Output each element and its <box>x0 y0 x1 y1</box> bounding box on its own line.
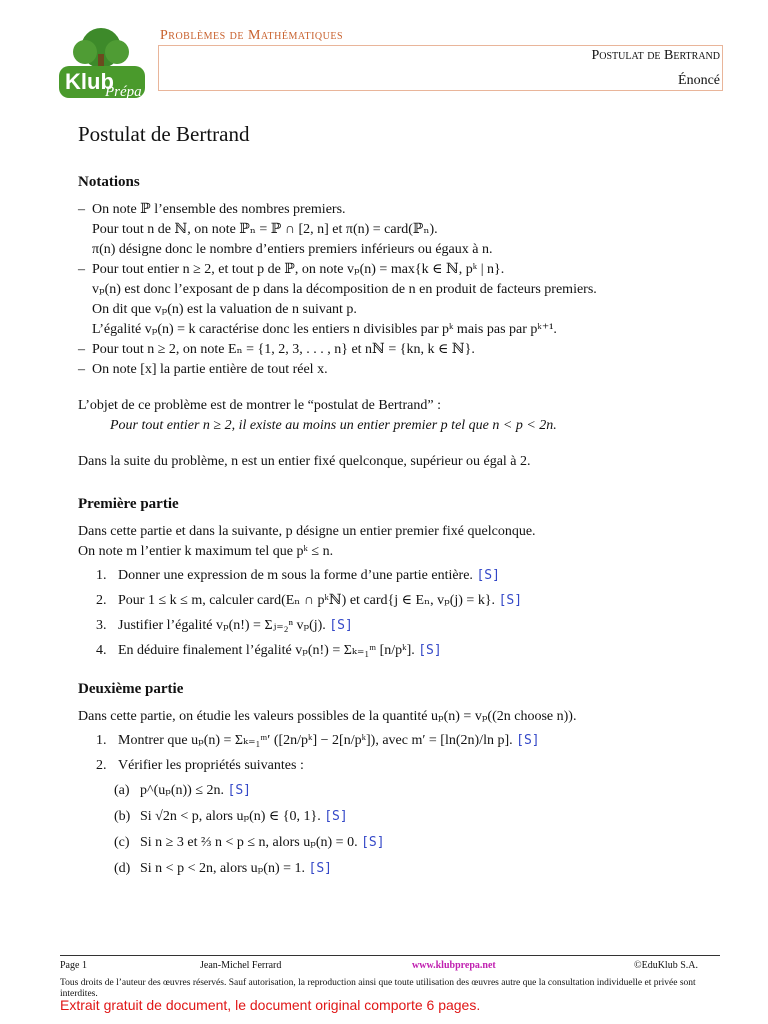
bullet-dash: – <box>78 262 85 277</box>
page-number: Page 1 <box>60 960 87 971</box>
notation-item: – On note ℙ l’ensemble des nombres premiers. Pour tout n de ℕ, on note ℙₙ = ℙ ∩ [2, n] et π(n) = card(ℙₙ). π(n) désigne donc le nombre d’entiers premiers inférieurs ou égaux à n. <box>78 200 728 260</box>
footer-copyright: ©EduKlub S.A. <box>634 960 698 971</box>
solution-link[interactable]: [S] <box>324 809 348 824</box>
question-item: 1. Donner une expression de m sous la forme d’une partie entière. [S] <box>96 568 500 583</box>
solution-link[interactable]: [S] <box>516 733 540 748</box>
part2-intro: Dans cette partie, on étudie les valeurs possibles de la quantité uₚ(n) = vₚ((2n choose n)). <box>78 709 577 724</box>
svg-text:Prépa: Prépa <box>105 84 142 100</box>
question-item: 2. Pour 1 ≤ k ≤ m, calculer card(Eₙ ∩ pᵏℕ) et card{j ∈ Eₙ, vₚ(j) = k}. [S] <box>96 593 523 608</box>
question-item: 2. Vérifier les propriétés suivantes : <box>96 758 304 773</box>
header-subtitle: Énoncé <box>678 73 720 88</box>
part2-subquestions <box>78 781 728 879</box>
series-title: Problèmes de Mathématiques <box>160 28 344 43</box>
document-body <box>78 124 728 885</box>
notation-item: – On note [x] la partie entière de tout réel x. <box>78 360 728 380</box>
bertrand-statement: Pour tout entier n ≥ 2, il existe au moins un entier premier p tel que n < p < 2n. <box>110 418 557 433</box>
part2-heading: Deuxième partie <box>78 681 184 697</box>
klubprepa-logo <box>55 26 148 102</box>
question-item: 3. Justifier l’égalité vₚ(n!) = Σⱼ₌₂ⁿ vₚ(j). [S] <box>96 618 353 633</box>
header-title: Postulat de Bertrand <box>591 48 720 63</box>
svg-text:Klub: Klub <box>65 69 114 94</box>
part1-intro-line: On note m l’entier k maximum tel que pᵏ ≤ n. <box>78 544 334 559</box>
solution-link[interactable]: [S] <box>498 593 523 608</box>
footer-author: Jean-Michel Ferrard <box>200 960 282 971</box>
footer-website-link[interactable]: www.klubprepa.net <box>412 960 496 971</box>
part1-questions <box>78 566 728 661</box>
notations-heading: Notations <box>78 174 140 190</box>
solution-link[interactable]: [S] <box>329 618 353 633</box>
subquestion-item: (a) p^(uₚ(n)) ≤ 2n. [S] <box>114 783 251 798</box>
subquestion-item: (d) Si n < p < 2n, alors uₚ(n) = 1. [S] <box>114 861 332 876</box>
bullet-dash: – <box>78 202 85 217</box>
footer-rights-notice: Tous droits de l’auteur des œuvres réservés. Sauf autorisation, la reproduction ainsi que toute utilisation des œuvres autre que la consultation individuelle et privée sont interdites. <box>60 978 696 999</box>
document-title: Postulat de Bertrand <box>78 122 250 146</box>
free-extract-notice: Extrait gratuit de document, le document original comporte 6 pages. <box>60 997 481 1013</box>
subquestion-item: (c) Si n ≥ 3 et ⅔ n < p ≤ n, alors uₚ(n) = 0. [S] <box>114 835 385 850</box>
bullet-dash: – <box>78 342 85 357</box>
solution-link[interactable]: [S] <box>361 835 385 850</box>
bullet-dash: – <box>78 362 85 377</box>
question-item: 4. En déduire finalement l’égalité vₚ(n!) = Σₖ₌₁ᵐ [n/pᵏ]. [S] <box>96 643 442 658</box>
notation-item: – Pour tout entier n ≥ 2, et tout p de ℙ, on note vₚ(n) = max{k ∈ ℕ, pᵏ | n}. vₚ(n) est donc l’exposant de p dans la décomposition de n en produit de facteurs premiers. On dit que vₚ(n) est la valuation de n suivant p. L’égalité vₚ(n) = k caractérise donc les entiers n divisibles par pᵏ mais pas par pᵏ⁺¹. <box>78 260 728 340</box>
solution-link[interactable]: [S] <box>476 568 500 583</box>
solution-link[interactable]: [S] <box>418 643 442 658</box>
subquestion-item: (b) Si √2n < p, alors uₚ(n) ∈ {0, 1}. [S] <box>114 809 348 824</box>
intro-text: L’objet de ce problème est de montrer le “postulat de Bertrand” : <box>78 398 441 413</box>
part1-heading: Première partie <box>78 496 179 512</box>
solution-link[interactable]: [S] <box>308 861 332 876</box>
solution-link[interactable]: [S] <box>227 783 251 798</box>
part2-questions <box>78 731 728 776</box>
notation-item: – Pour tout n ≥ 2, on note Eₙ = {1, 2, 3, . . . , n} et nℕ = {kn, k ∈ ℕ}. <box>78 340 728 360</box>
question-item: 1. Montrer que uₚ(n) = Σₖ₌₁ᵐ′ ([2n/pᵏ] − 2[n/pᵏ]), avec m′ = [ln(2n)/ln p]. [S] <box>96 733 540 748</box>
fixed-n-text: Dans la suite du problème, n est un entier fixé quelconque, supérieur ou égal à 2. <box>78 454 531 469</box>
notations-list <box>78 200 728 380</box>
part1-intro-line: Dans cette partie et dans la suivante, p désigne un entier premier fixé quelconque. <box>78 524 536 539</box>
footer-rule <box>60 955 720 956</box>
